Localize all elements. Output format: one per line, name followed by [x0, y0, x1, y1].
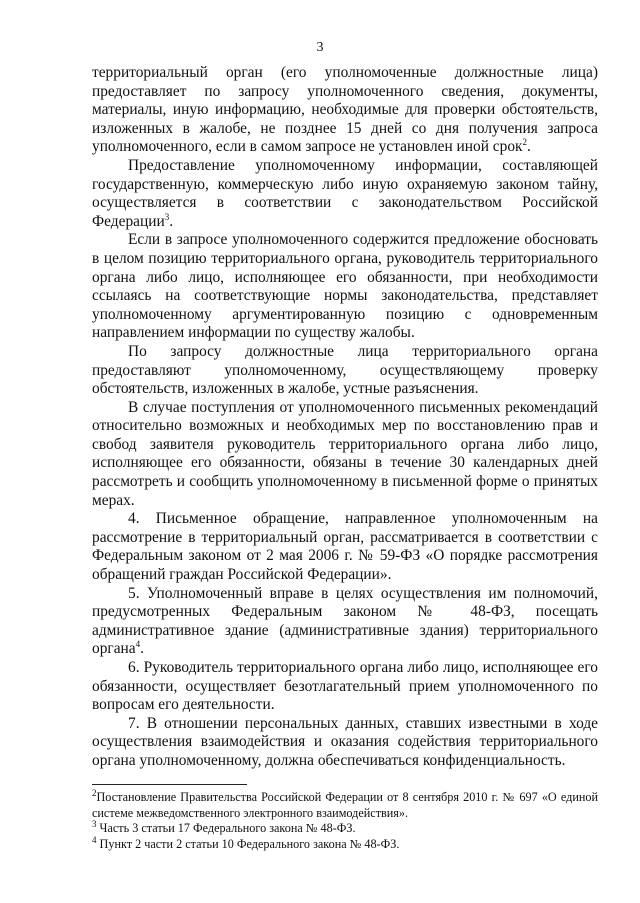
- paragraph-7: 5. Уполномоченный вправе в целях осуществления им полномочий, предусмотренных Федеральным законом № 48-ФЗ, посещать административное здание (административные здания) территориального органа$^4$.: [92, 584, 598, 658]
- paragraph-3: Если в запросе уполномоченного содержится предложение обосновать в целом позицию территориального органа, руководитель территориального органа либо лицо, исполняющее его обязанности, при необходимости ссылаясь на соответствующие нормы законодательства, представляет уполномоченному аргументированную позицию с одновременным направлением информации по существу жалобы.: [92, 231, 598, 342]
- paragraph-2: Предоставление уполномоченному информации, составляющей государственную, коммерческую либо иную охраняемую законом тайну, осуществляется в соответствии с законодательством Российской Федерации$^3$.: [92, 156, 598, 230]
- footnote-ref-2: 2: [522, 137, 527, 148]
- paragraph-1: территориальный орган (его уполномоченные должностные лица) предоставляет по запросу уполномоченного сведения, документы, материалы, иную информацию, необходимые для проверки обстоятельств, изложенных в жалобе, не позднее 15 дней со дня получения запроса уполномоченного, если в самом запросе не установлен иной срок$^2$.: [92, 64, 598, 156]
- footnote-2: $^2$Постановление Правительства Российской Федерации от 8 сентября 2010 г. № 697 «О единой системе межведомственного электронного взаимодействия».: [92, 787, 598, 820]
- paragraph-6: 4. Письменное обращение, направленное уполномоченным на рассмотрение в территориальный орган, рассматривается в соответствии с Федеральным законом от 2 мая 2006 г. № 59-ФЗ «О порядке рассмотрения обращений граждан Российской Федерации».: [92, 510, 598, 584]
- paragraph-5: В случае поступления от уполномоченного письменных рекомендаций относительно возможных и необходимых мер по восстановлению прав и свобод заявителя руководитель территориального органа либо лицо, исполняющее его обязанности, обязаны в течение 30 календарных дней рассмотреть и сообщить уполномоченному в письменной форме о принятых мерах.: [92, 398, 598, 509]
- document-body: [92, 64, 598, 771]
- footnote-4: $^4$ Пункт 2 части 2 статьи 10 Федерального закона № 48-ФЗ.: [92, 834, 400, 851]
- paragraph-4: По запросу должностные лица территориального органа предоставляют уполномоченному, осуществляющему проверку обстоятельств, изложенных в жалобе, устные разъяснения.: [92, 342, 598, 398]
- paragraph-8: 6. Руководитель территориального органа либо лицо, исполняющее его обязанности, осуществляет безотлагательный прием уполномоченного по вопросам его деятельности.: [92, 659, 598, 714]
- footnote-ref-3: 3: [164, 211, 170, 222]
- footnote-3: $^3$ Часть 3 статьи 17 Федерального закона № 48-ФЗ.: [92, 819, 356, 836]
- page-number: 3: [316, 40, 324, 55]
- paragraph-9: 7. В отношении персональных данных, ставших известными в ходе осуществления взаимодействия и оказания содействия территориального органа уполномоченному, должна обеспечиваться конфиденциальность.: [92, 714, 598, 769]
- footnotes: [92, 787, 598, 852]
- footnote-divider: [92, 784, 247, 785]
- footnote-ref-4: 4: [135, 639, 141, 650]
